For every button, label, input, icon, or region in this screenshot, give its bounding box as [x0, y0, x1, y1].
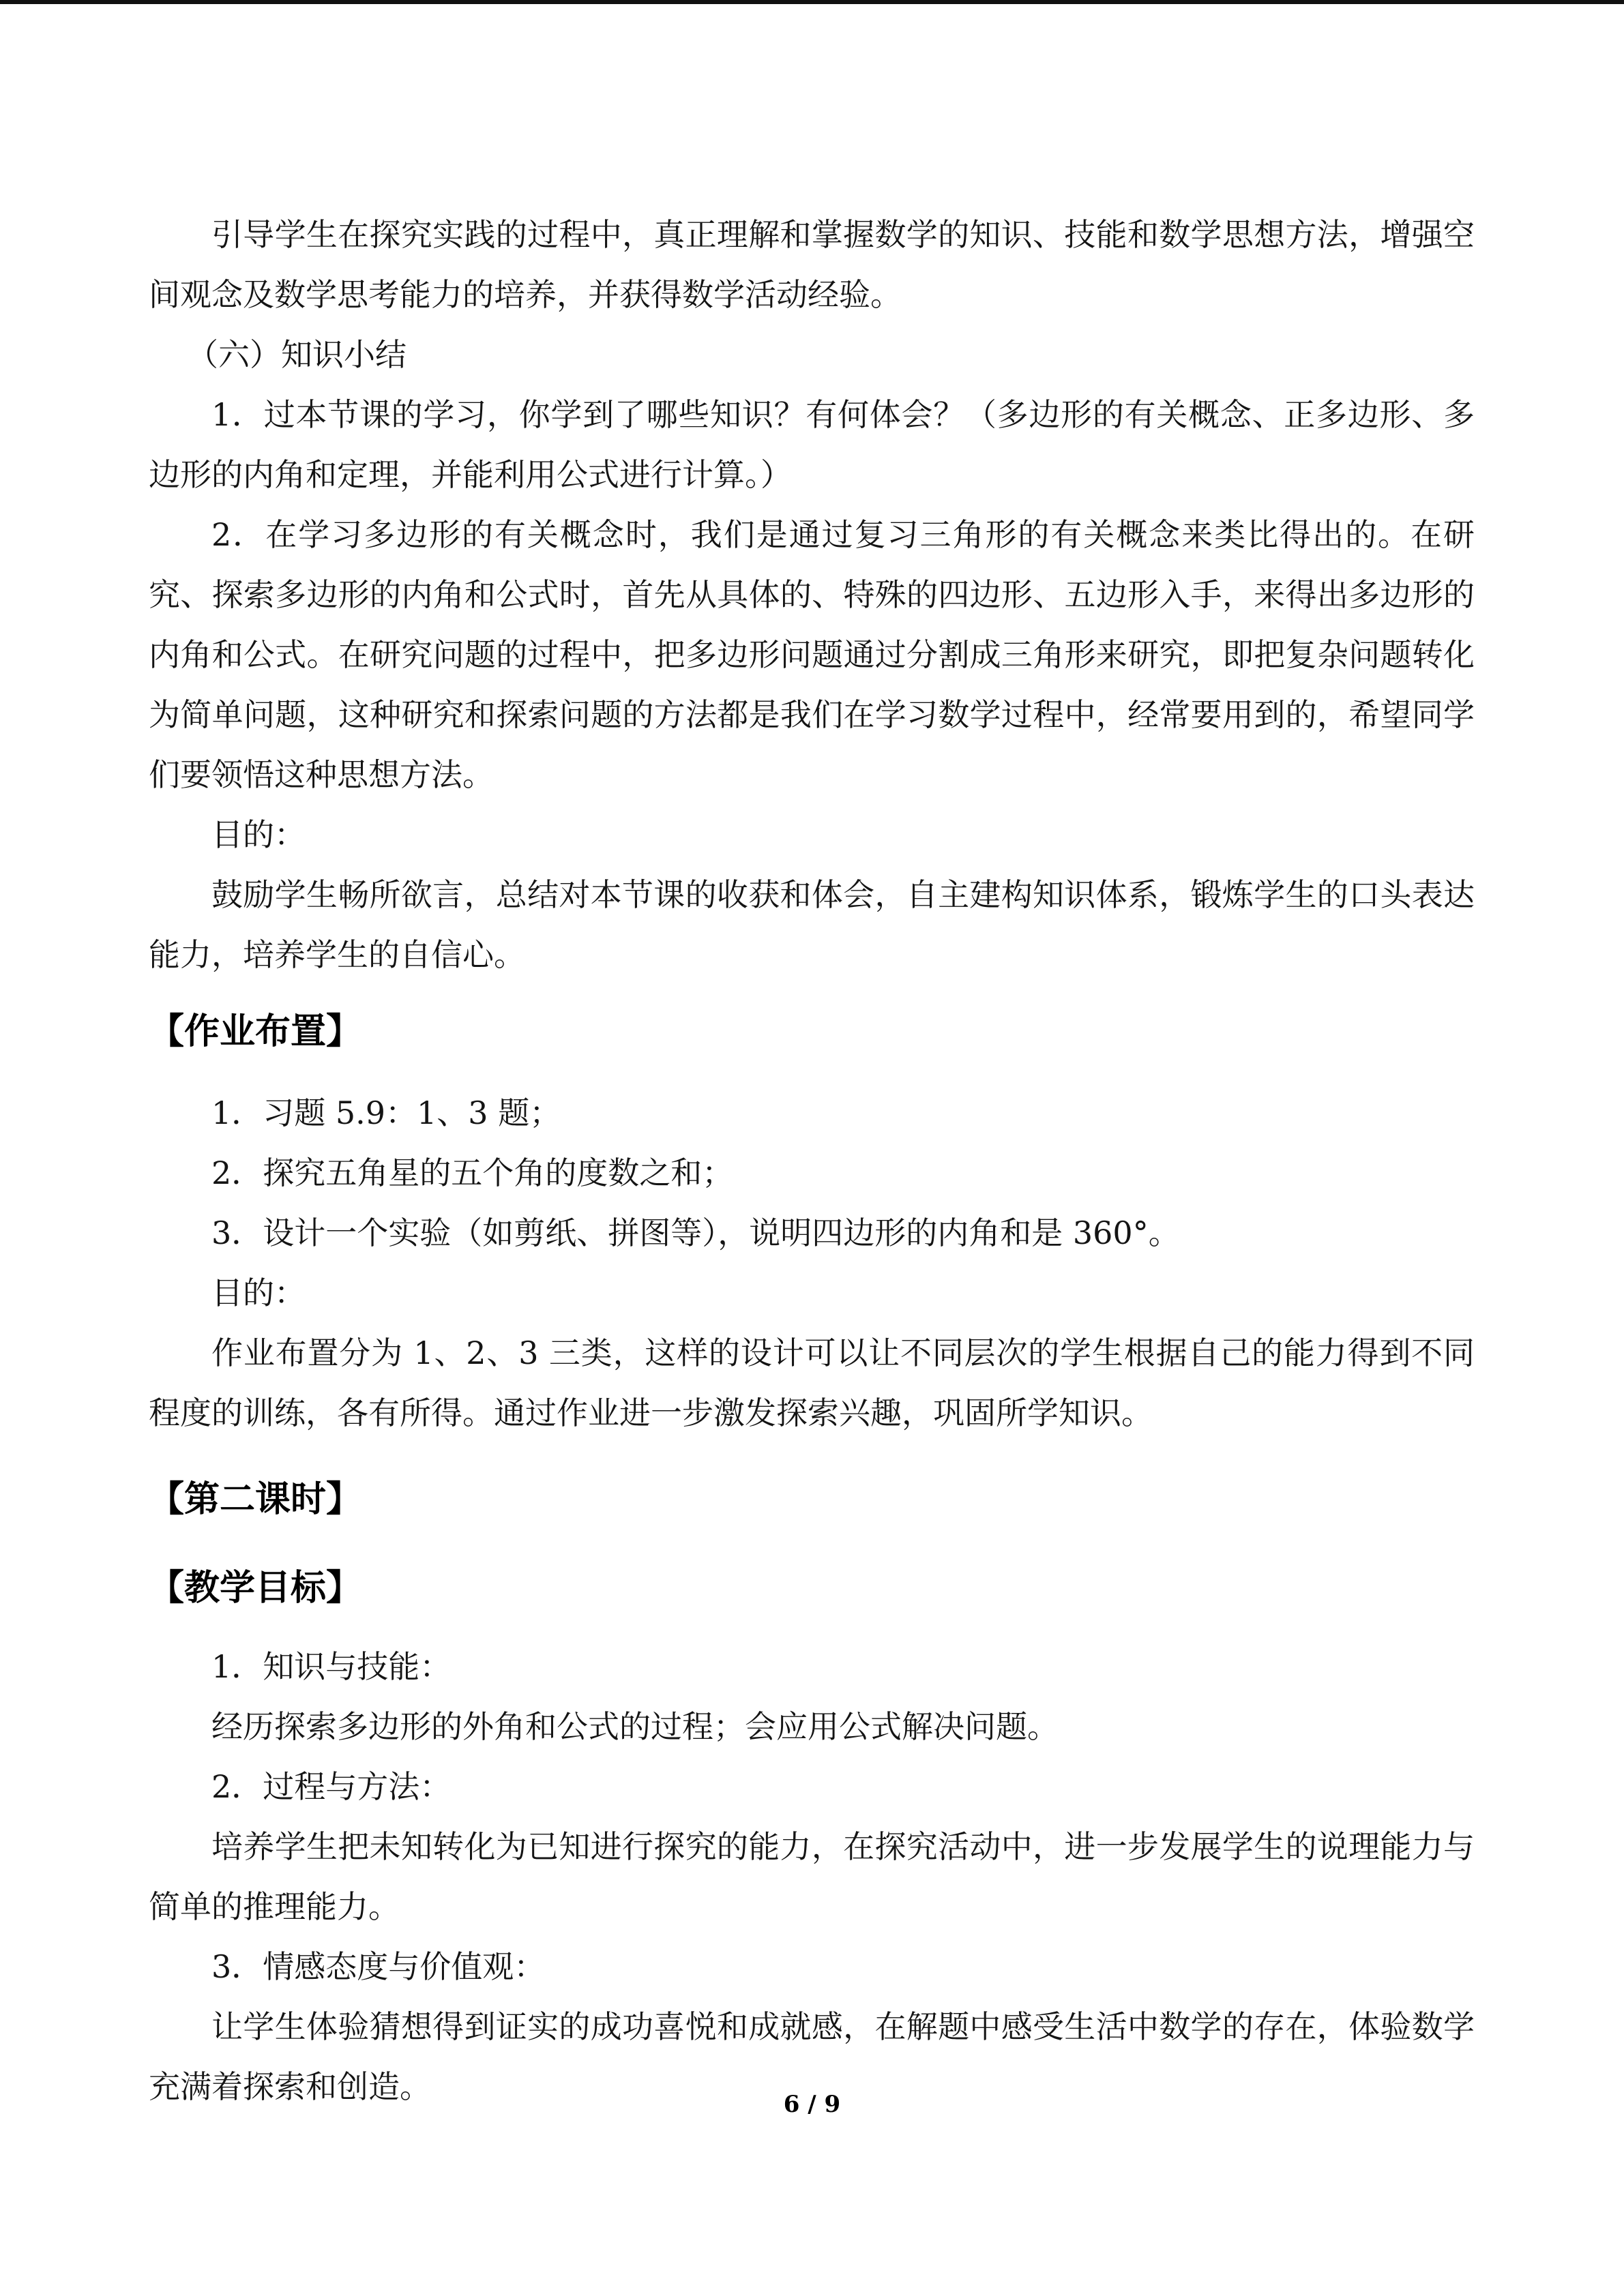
goal-3-text: 让学生体验猜想得到证实的成功喜悦和成就感，在解题中感受生活中数学的存在，体验数学充满着探索和创造。 [149, 2008, 1475, 2105]
second-lesson-heading: 【第二课时】 [149, 1479, 362, 1520]
summary-subheading: （六）知识小结 [187, 336, 407, 373]
summary-purpose-label: 目的： [211, 816, 306, 853]
homework-purpose-text: 作业布置分为 1、2、3 三类，这样的设计可以让不同层次的学生根据自己的能力得到不同程度的训练，各有所得。通过作业进一步激发探索兴趣，巩固所学知识。 [149, 1335, 1475, 1431]
summary-purpose-text: 鼓励学生畅所欲言，总结对本节课的收获和体会，自主建构知识体系，锻炼学生的口头表达能力，培养学生的自信心。 [149, 876, 1475, 973]
intro-paragraph: 引导学生在探究实践的过程中，真正理解和掌握数学的知识、技能和数学思想方法，增强空间观念及数学思考能力的培养，并获得数学活动经验。 [149, 216, 1475, 313]
page-number: 6 / 9 [783, 2091, 841, 2118]
goal-2-label: 2．过程与方法： [211, 1768, 452, 1805]
summary-item-1: 1．过本节课的学习，你学到了哪些知识？有何体会？（多边形的有关概念、正多边形、多边形的内角和定理，并能利用公式进行计算。） [149, 396, 1475, 493]
top-border-line [0, 0, 1624, 4]
page-body [149, 205, 1475, 2117]
goal-3-label: 3．情感态度与价值观： [211, 1948, 546, 1985]
goal-2-text: 培养学生把未知转化为已知进行探究的能力，在探究活动中，进一步发展学生的说理能力与简单的推理能力。 [149, 1828, 1475, 1925]
homework-purpose-label: 目的： [211, 1274, 306, 1311]
teaching-goals-heading: 【教学目标】 [149, 1568, 362, 1609]
homework-item-2: 2．探究五角星的五个角的度数之和； [211, 1154, 734, 1191]
homework-item-3: 3．设计一个实验（如剪纸、拼图等），说明四边形的内角和是 360°。 [211, 1214, 1180, 1251]
goal-1-text: 经历探索多边形的外角和公式的过程；会应用公式解决问题。 [211, 1708, 1059, 1745]
homework-item-1: 1．习题 5.9：1、3 题； [211, 1094, 561, 1131]
goal-1-label: 1．知识与技能： [211, 1648, 452, 1685]
homework-heading: 【作业布置】 [149, 1011, 362, 1052]
summary-item-2: 2．在学习多边形的有关概念时，我们是通过复习三角形的有关概念来类比得出的。在研究、探索多边形的内角和公式时，首先从具体的、特殊的四边形、五边形入手，来得出多边形的内角和公式。在研究问题的过程中，把多边形问题通过分割成三角形来研究，即把复杂问题转化为简单问题，这种研究和探索问题的方法都是我们在学习数学过程中，经常要用到的，希望同学们要领悟这种思想方法。 [149, 516, 1475, 793]
